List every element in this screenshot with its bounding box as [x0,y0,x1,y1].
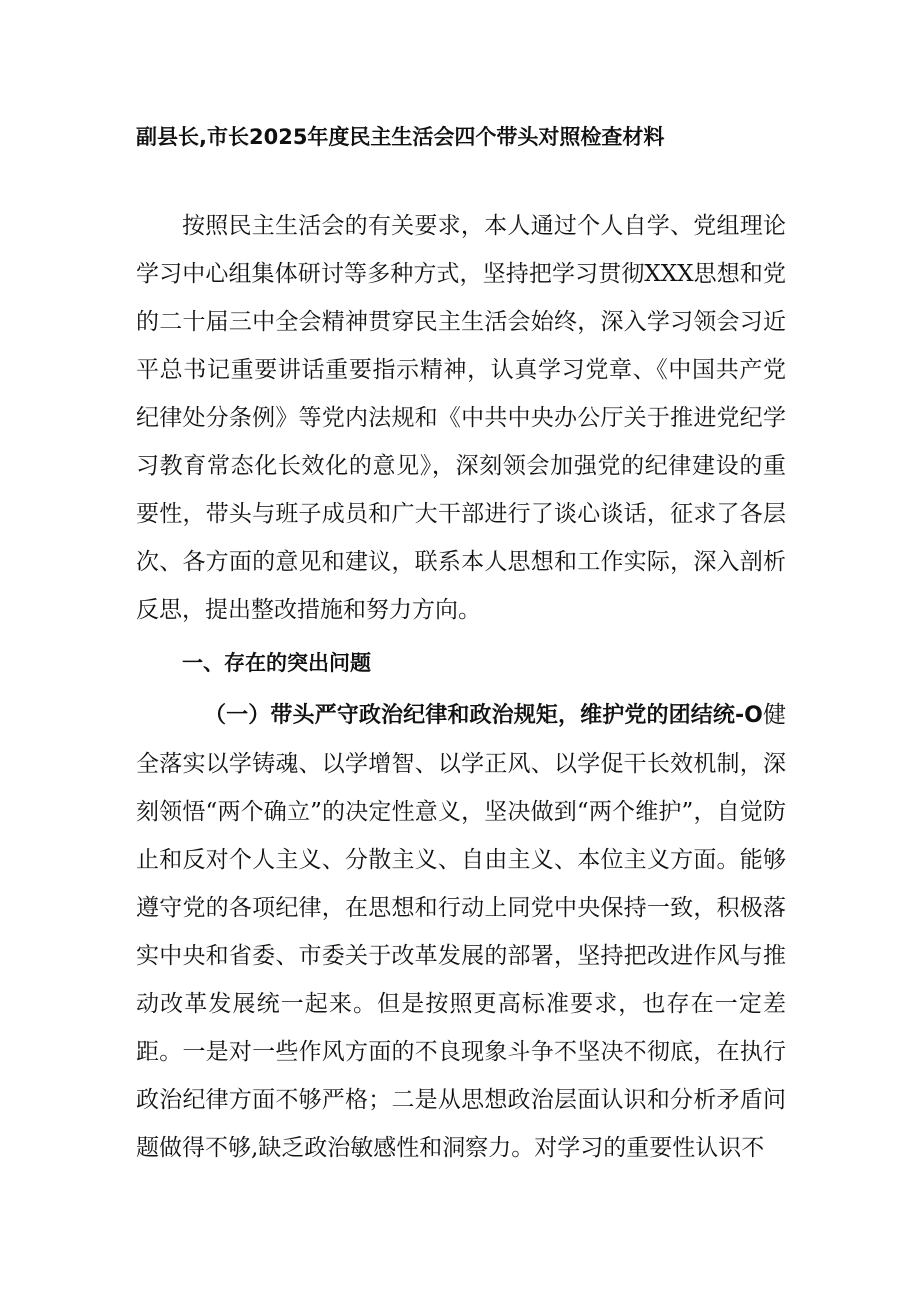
section-heading: 一、存在的突出问题 [182,651,371,675]
subsection-body: 健全落实以学铸魂、以学增智、以学正风、以学促干长效机制，深刻领悟“两个确立”的决定性意义，坚决做到“两个维护”，自觉防止和反对个人主义、分散主义、自由主义、本位主义方面。能够遵守党的各项纪律，在思想和行动上同党中央保持一致，积极落实中央和省委、市委关于改革发展的部署，坚持把改进作风与推动改革发展统一起来。但是按照更高标准要求，也存在一定差距。一是对一些作风方面的不良现象斗争不坚决不彻底，在执行政治纪律方面不够严格；二是从思想政治层面认识和分析矛盾问题做得不够,缺乏政治敏感性和洞察力。对学习的重要性认识不 [136,702,787,1161]
document-title: 副县长,市长2025年度民主生活会四个带头对照检查材料 [136,125,665,149]
intro-paragraph: 按照民主生活会的有关要求，本人通过个人自学、党组理论学习中心组集体研讨等多种方式，坚持把学习贯彻XXX思想和党的二十届三中全会精神贯穿民主生活会始终，深入学习领会习近平总书记重要讲话重要指示精神，认真学习党章、《中国共产党纪律处分条例》等党内法规和《中共中央办公厅关于推进党纪学习教育常态化长效化的意见》，深刻领会加强党的纪律建设的重要性，带头与班子成员和广大干部进行了谈心谈话，征求了各层次、各方面的意见和建议，联系本人思想和工作实际，深入剖析反思，提出整改措施和努力方向。 [136,213,786,623]
subsection-paragraph [136,691,786,1172]
subsection-lead: （一）带头严守政治纪律和政治规矩，维护党的团结统-O [204,703,763,728]
